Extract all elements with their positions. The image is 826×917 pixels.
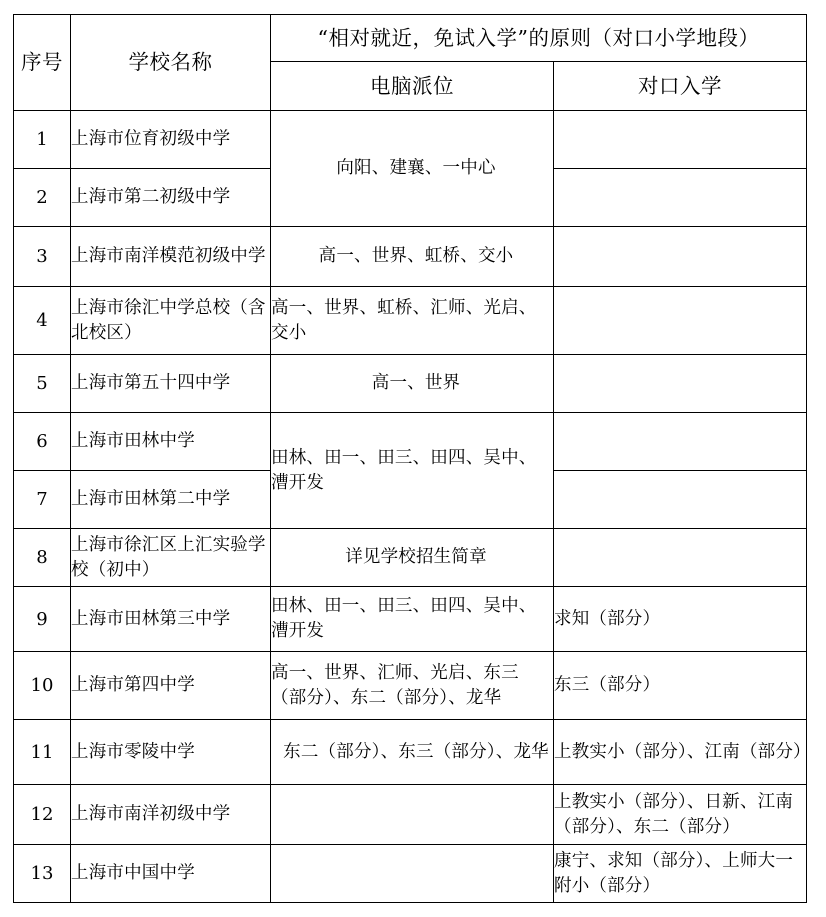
cell-index: 8 (14, 529, 71, 587)
table-row (14, 287, 807, 355)
cell-school-name: 上海市第四中学 (71, 652, 271, 720)
cell-lottery: 高一、世界 (271, 355, 554, 413)
table-row (14, 845, 807, 903)
cell-direct-admission (554, 529, 807, 587)
cell-index: 3 (14, 227, 71, 287)
cell-index: 6 (14, 413, 71, 471)
cell-lottery (271, 845, 554, 903)
cell-school-name: 上海市零陵中学 (71, 720, 271, 785)
cell-direct-admission (554, 413, 807, 471)
cell-school-name: 上海市第五十四中学 (71, 355, 271, 413)
cell-direct-admission (554, 169, 807, 227)
cell-school-name: 上海市第二初级中学 (71, 169, 271, 227)
cell-index: 10 (14, 652, 71, 720)
cell-direct-admission: 康宁、求知（部分）、上师大一附小（部分） (554, 845, 807, 903)
cell-lottery: 详见学校招生简章 (271, 529, 554, 587)
cell-school-name: 上海市徐汇中学总校（含北校区） (71, 287, 271, 355)
cell-lottery: 高一、世界、汇师、光启、东三（部分）、东二（部分）、龙华 (271, 652, 554, 720)
cell-direct-admission: 东三（部分） (554, 652, 807, 720)
table-body (14, 111, 811, 903)
cell-direct-admission (554, 355, 807, 413)
cell-index: 12 (14, 785, 71, 845)
cell-direct-admission (554, 111, 807, 169)
table-row (14, 227, 807, 287)
cell-school-name: 上海市南洋初级中学 (71, 785, 271, 845)
cell-index: 7 (14, 471, 71, 529)
cell-school-name: 上海市田林第三中学 (71, 587, 271, 652)
cell-lottery (271, 785, 554, 845)
cell-direct-admission: 求知（部分） (554, 587, 807, 652)
cell-direct-admission: 上教实小（部分）、江南（部分） (554, 720, 807, 785)
cell-lottery: 高一、世界、虹桥、交小 (271, 227, 554, 287)
cell-index: 4 (14, 287, 71, 355)
cell-lottery: 高一、世界、虹桥、汇师、光启、交小 (271, 287, 554, 355)
cell-school-name: 上海市位育初级中学 (71, 111, 271, 169)
table-row (14, 785, 807, 845)
column-header-school-name: 学校名称 (71, 15, 271, 111)
header-row-top (14, 15, 807, 62)
cell-lottery: 东二（部分）、东三（部分）、龙华 (271, 720, 554, 785)
table-header (14, 15, 807, 111)
column-header-principle: “相对就近，免试入学”的原则（对口小学地段） (271, 15, 807, 62)
cell-direct-admission: 上教实小（部分）、日新、江南（部分）、东二（部分） (554, 785, 807, 845)
cell-direct-admission (554, 471, 807, 529)
table-row (14, 413, 807, 471)
column-header-index: 序号 (14, 15, 71, 111)
cell-school-name: 上海市田林第二中学 (71, 471, 271, 529)
cell-lottery: 田林、田一、田三、田四、吴中、漕开发 (271, 413, 554, 529)
cell-lottery: 田林、田一、田三、田四、吴中、漕开发 (271, 587, 554, 652)
cell-index: 1 (14, 111, 71, 169)
cell-school-name: 上海市田林中学 (71, 413, 271, 471)
cell-direct-admission (554, 287, 807, 355)
cell-school-name: 上海市南洋模范初级中学 (71, 227, 271, 287)
cell-index: 5 (14, 355, 71, 413)
table-row (14, 587, 807, 652)
column-header-direct-admission: 对口入学 (554, 62, 807, 111)
cell-direct-admission (554, 227, 807, 287)
school-enrollment-table (13, 14, 811, 903)
cell-school-name: 上海市徐汇区上汇实验学校（初中） (71, 529, 271, 587)
table-row (14, 111, 807, 169)
column-header-lottery: 电脑派位 (271, 62, 554, 111)
table-row (14, 720, 807, 785)
cell-lottery: 向阳、建襄、一中心 (271, 111, 554, 227)
cell-index: 9 (14, 587, 71, 652)
table-row (14, 652, 807, 720)
cell-index: 11 (14, 720, 71, 785)
cell-school-name: 上海市中国中学 (71, 845, 271, 903)
table-row (14, 355, 807, 413)
table-row (14, 529, 807, 587)
cell-index: 13 (14, 845, 71, 903)
cell-index: 2 (14, 169, 71, 227)
